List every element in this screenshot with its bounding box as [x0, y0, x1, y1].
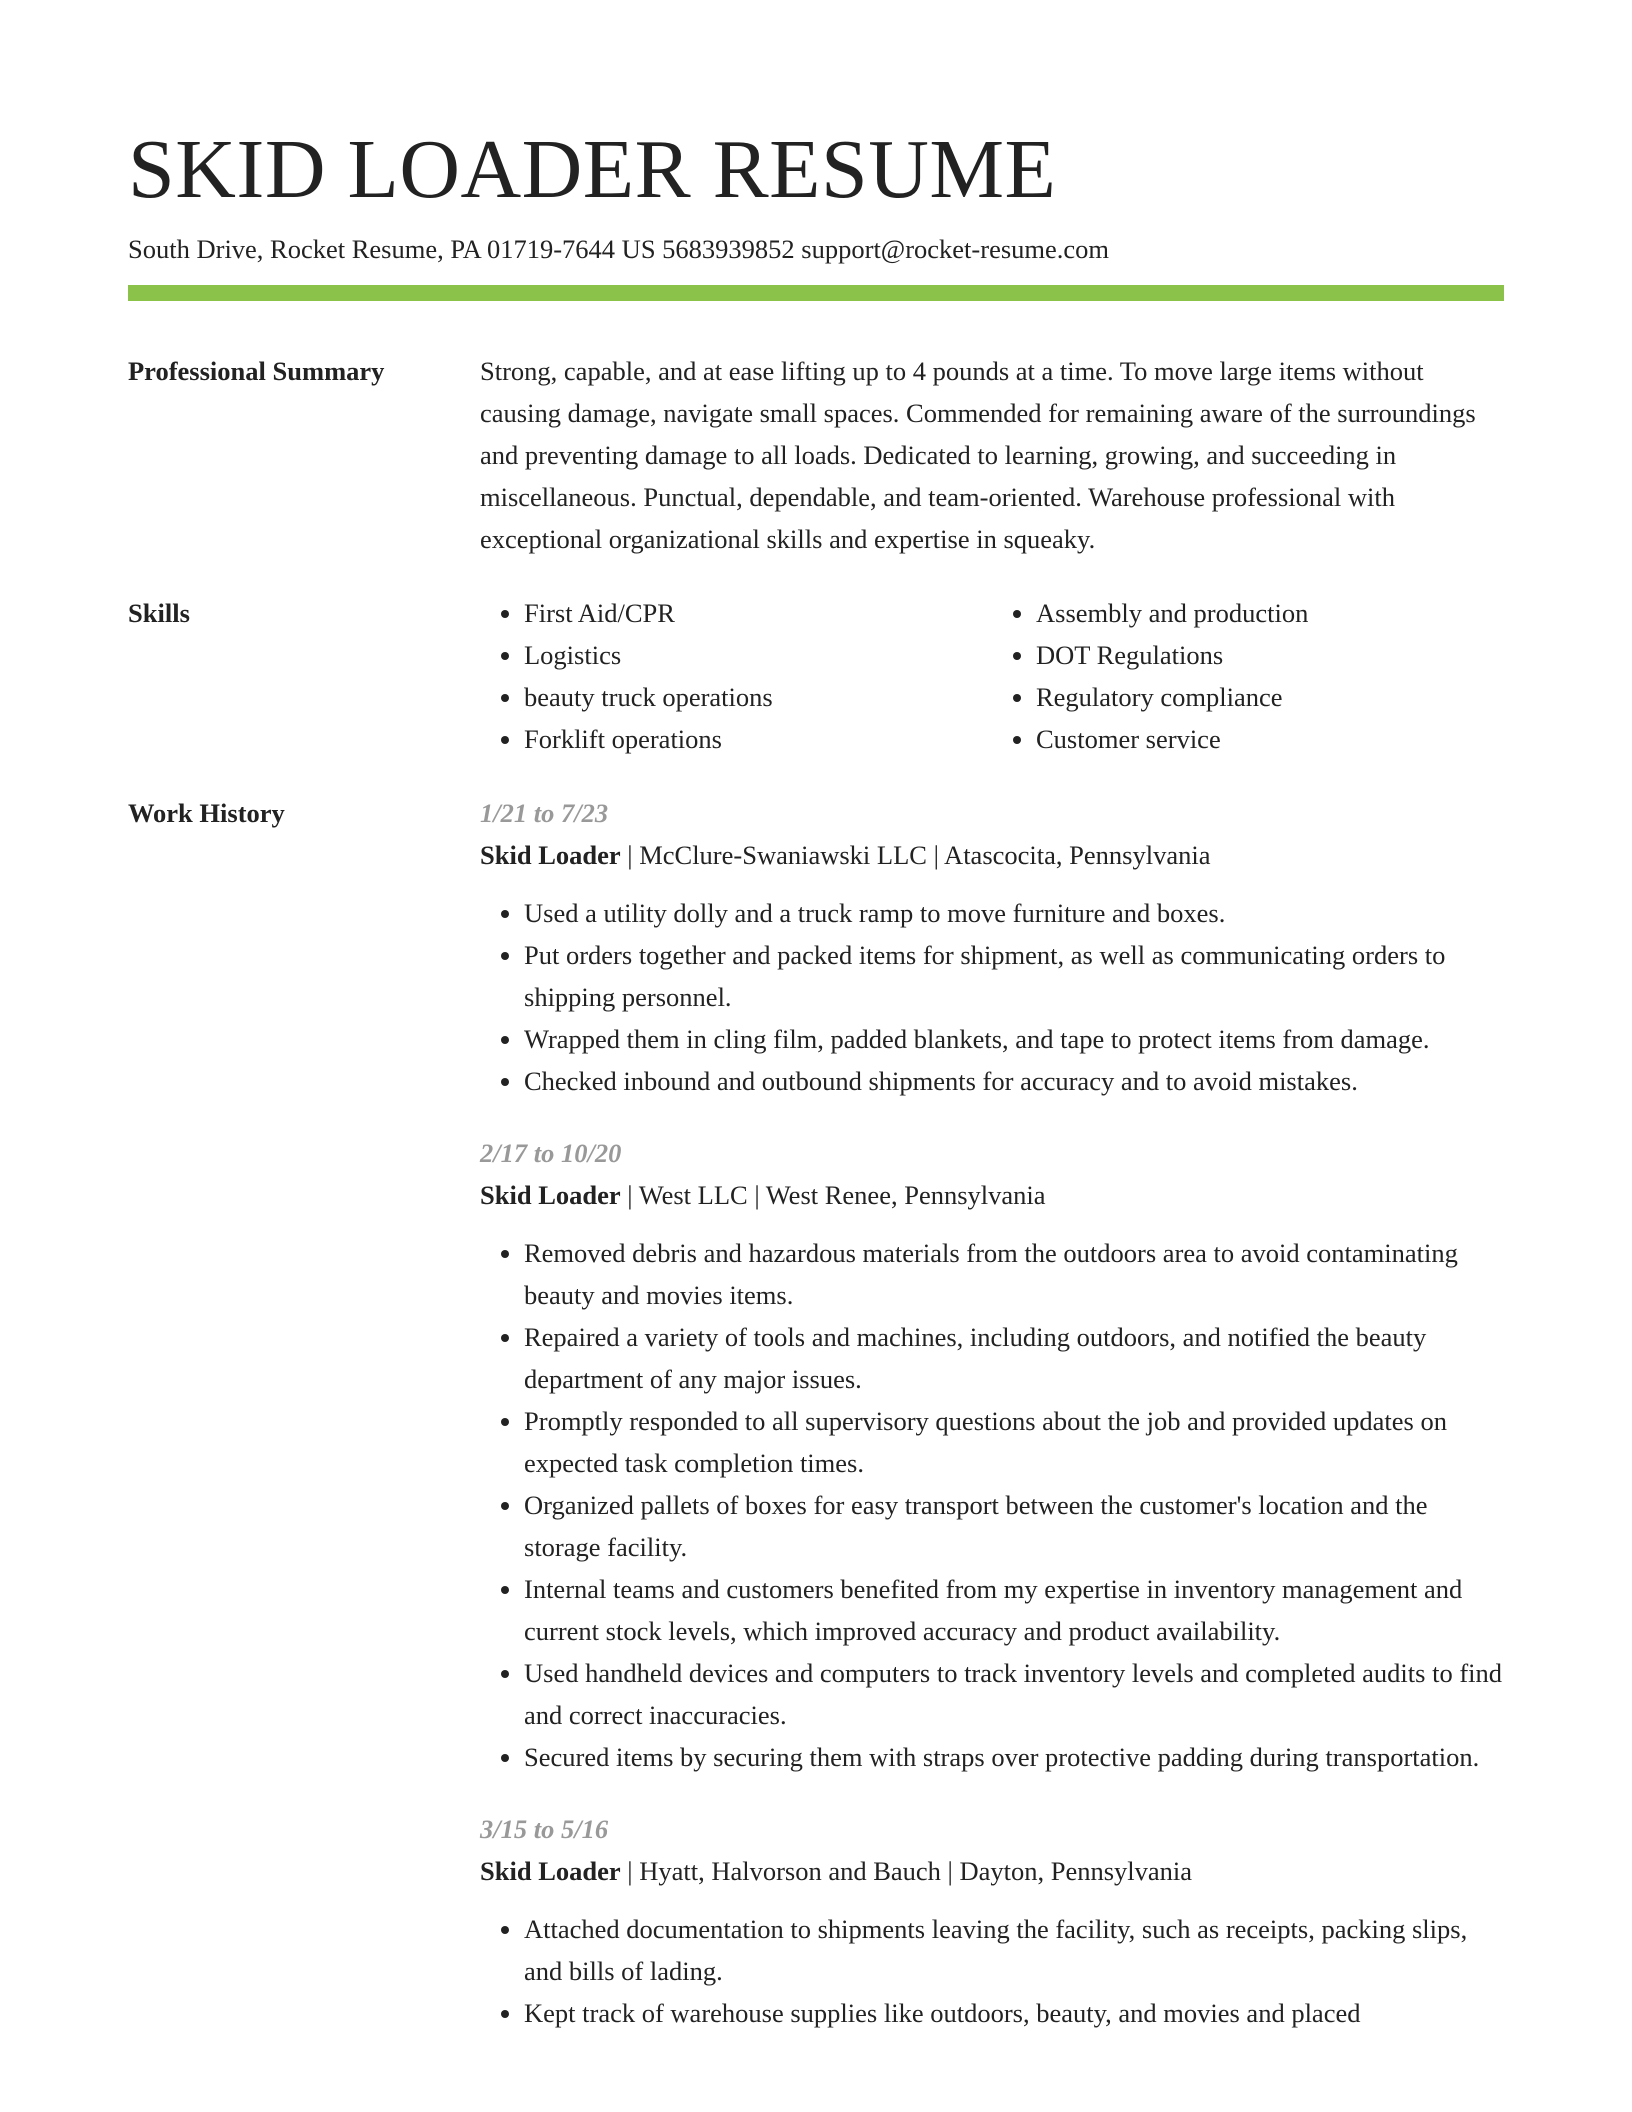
- job-details: | McClure-Swaniawski LLC | Atascocita, Pennsylvania: [620, 840, 1211, 870]
- job-title: Skid Loader: [480, 840, 621, 870]
- job-title: Skid Loader: [480, 1180, 621, 1210]
- job-bullet: • Kept track of warehouse supplies like outdoors, beauty, and movies and placed: [524, 1992, 1504, 2034]
- resume-title: SKID LOADER RESUME: [128, 123, 1057, 216]
- job-bullet: • Used handheld devices and computers to track inventory levels and completed audits to find and correct inaccuracies.: [524, 1652, 1504, 1736]
- skill-item: • First Aid/CPR: [524, 592, 992, 634]
- skill-item: • beauty truck operations: [524, 676, 992, 718]
- job-bullet: • Wrapped them in cling film, padded blankets, and tape to protect items from damage.: [524, 1018, 1504, 1060]
- summary-text: Strong, capable, and at ease lifting up to 4 pounds at a time. To move large items without causing damage, navigate small spaces. Commended for remaining aware of the surroundings and preventing damage to all loads. Dedicated to learning, growing, and succeeding in miscellaneous. Punctual, dependable, and team-oriented. Warehouse professional with exceptional organizational skills and expertise in squeaky.: [480, 356, 1476, 554]
- job-dates: 1/21 to 7/23: [480, 798, 609, 828]
- job-bullet: • Used a utility dolly and a truck ramp to move furniture and boxes.: [524, 892, 1504, 934]
- skills-column-left: [480, 592, 992, 760]
- job-heading: [480, 1850, 1504, 1892]
- job-bullet: • Promptly responded to all supervisory questions about the job and provided updates on expected task completion times.: [524, 1400, 1504, 1484]
- skills-grid: [480, 592, 1504, 760]
- skill-item: • DOT Regulations: [1036, 634, 1504, 676]
- job-bullet: • Checked inbound and outbound shipments for accuracy and to avoid mistakes.: [524, 1060, 1504, 1102]
- job-bullet: • Put orders together and packed items for shipment, as well as communicating orders to shipping personnel.: [524, 934, 1504, 1018]
- skills-label: Skills: [128, 598, 190, 628]
- job-title: Skid Loader: [480, 1856, 621, 1886]
- skill-item: • Logistics: [524, 634, 992, 676]
- job-bullet: • Internal teams and customers benefited from my expertise in inventory management and current stock levels, which improved accuracy and product availability.: [524, 1568, 1504, 1652]
- job-dates: 3/15 to 5/16: [480, 1814, 609, 1844]
- job-bullet: • Attached documentation to shipments leaving the facility, such as receipts, packing slips, and bills of lading.: [524, 1908, 1504, 1992]
- summary-label: Professional Summary: [128, 356, 385, 386]
- job-bullet: • Repaired a variety of tools and machines, including outdoors, and notified the beauty department of any major issues.: [524, 1316, 1504, 1400]
- skill-item: • Regulatory compliance: [1036, 676, 1504, 718]
- job-bullet: • Removed debris and hazardous materials from the outdoors area to avoid contaminating beauty and movies items.: [524, 1232, 1504, 1316]
- skills-column-right: [992, 592, 1504, 760]
- job-bullet: • Organized pallets of boxes for easy transport between the customer's location and the storage facility.: [524, 1484, 1504, 1568]
- job-bullets: [480, 892, 1504, 1102]
- job-details: | West LLC | West Renee, Pennsylvania: [620, 1180, 1046, 1210]
- work-history-label: Work History: [128, 798, 285, 828]
- job-bullets: [480, 1232, 1504, 1778]
- job-bullets: [480, 1908, 1504, 2034]
- job-bullet: • Secured items by securing them with straps over protective padding during transportation.: [524, 1736, 1504, 1778]
- job-dates: 2/17 to 10/20: [480, 1138, 622, 1168]
- job-heading: [480, 1174, 1504, 1216]
- job-heading: [480, 834, 1504, 876]
- skill-item: • Forklift operations: [524, 718, 992, 760]
- header-divider: [128, 285, 1504, 301]
- job-entry: [480, 1808, 1504, 2034]
- job-entry: [480, 1132, 1504, 1778]
- job-entry: [480, 792, 1504, 1102]
- contact-info: South Drive, Rocket Resume, PA 01719-7644 US 5683939852 support@rocket-resume.com: [128, 234, 1110, 264]
- job-details: | Hyatt, Halvorson and Bauch | Dayton, Pennsylvania: [620, 1856, 1193, 1886]
- skill-item: • Customer service: [1036, 718, 1504, 760]
- skill-item: • Assembly and production: [1036, 592, 1504, 634]
